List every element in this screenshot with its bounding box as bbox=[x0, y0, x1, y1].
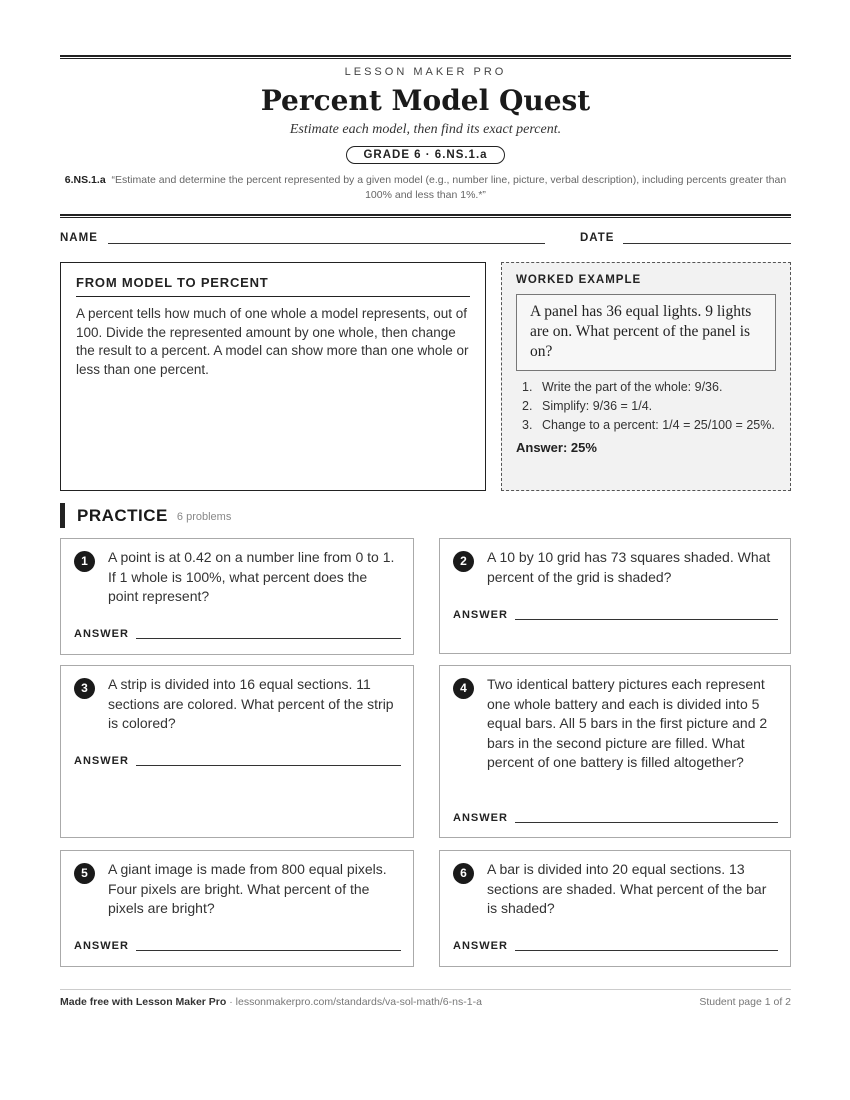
answer-row bbox=[74, 628, 401, 640]
problem-number-badge: 1 bbox=[74, 551, 95, 572]
answer-row bbox=[453, 940, 778, 952]
answer-row bbox=[453, 812, 778, 824]
answer-label: ANSWER bbox=[453, 812, 508, 824]
grade-standard-badge: GRADE 6 · 6.NS.1.a bbox=[346, 146, 504, 164]
step-text: Write the part of the whole: 9/36. bbox=[542, 380, 723, 394]
step-number: 3. bbox=[522, 418, 533, 432]
step-number: 2. bbox=[522, 399, 533, 413]
answer-field[interactable] bbox=[136, 950, 401, 951]
brand-name: LESSON MAKER PRO bbox=[344, 66, 507, 78]
step-item bbox=[516, 379, 776, 396]
problem-card-6 bbox=[439, 850, 791, 967]
worked-example-heading: WORKED EXAMPLE bbox=[516, 274, 642, 286]
standard-code: 6.NS.1.a bbox=[64, 174, 106, 186]
page-subtitle: Estimate each model, then find its exact percent. bbox=[289, 122, 562, 137]
intro-body: A percent tells how much of one whole a model represents, out of 100. Divide the represented amount by one whole, then change the result to a percent. A model can show more than one whole or less than one percent. bbox=[76, 306, 469, 377]
header-bottom-rule bbox=[60, 214, 791, 218]
standard-text: “Estimate and determine the percent represented by a given model (e.g., number line, picture, verbal description), including percents greater than 100% and less than 1%.*” bbox=[111, 174, 787, 201]
date-field[interactable] bbox=[623, 243, 791, 244]
worked-example-steps bbox=[516, 379, 776, 434]
answer-label: ANSWER bbox=[453, 609, 508, 621]
practice-accent-bar bbox=[60, 503, 65, 528]
answer-field[interactable] bbox=[136, 638, 401, 639]
problem-card-5 bbox=[60, 850, 414, 967]
footer-made-with: Made free with Lesson Maker Pro bbox=[60, 996, 227, 1008]
standard-description bbox=[60, 173, 791, 203]
answer-field[interactable] bbox=[515, 822, 778, 823]
problem-text: A strip is divided into 16 equal sections. 11 sections are colored. What percent of the strip is colored? bbox=[108, 676, 394, 731]
footer-page-number: Student page 1 of 2 bbox=[699, 996, 791, 1008]
answer-field[interactable] bbox=[515, 619, 778, 620]
problem-number-badge: 3 bbox=[74, 678, 95, 699]
step-item bbox=[516, 398, 776, 415]
practice-count: 6 problems bbox=[176, 511, 232, 523]
problem-card-4 bbox=[439, 665, 791, 838]
intro-heading: FROM MODEL TO PERCENT bbox=[76, 275, 470, 297]
header-top-rule bbox=[60, 55, 791, 59]
problem-text: Two identical battery pictures each represent one whole battery and each is divided into 5 equal bars. All 5 bars in the first picture and 2 bars in the second picture are filled. What percent of one battery is filled altogether? bbox=[487, 676, 768, 770]
worked-example-answer: Answer: 25% bbox=[516, 440, 597, 455]
problem-text: A point is at 0.42 on a number line from 0 to 1. If 1 whole is 100%, what percent does the point represent? bbox=[108, 549, 395, 604]
problem-card-1 bbox=[60, 538, 414, 655]
footer-rule bbox=[60, 989, 791, 990]
problem-text: A 10 by 10 grid has 73 squares shaded. What percent of the grid is shaded? bbox=[487, 549, 771, 585]
answer-field[interactable] bbox=[136, 765, 401, 766]
answer-row bbox=[74, 940, 401, 952]
problem-number-badge: 5 bbox=[74, 863, 95, 884]
grade-pill-wrap bbox=[60, 145, 791, 164]
name-label: NAME bbox=[60, 232, 98, 244]
step-text: Change to a percent: 1/4 = 25/100 = 25%. bbox=[542, 418, 775, 432]
name-field[interactable] bbox=[108, 243, 545, 244]
answer-label: ANSWER bbox=[453, 940, 508, 952]
name-date-row bbox=[60, 231, 791, 247]
answer-row bbox=[74, 755, 401, 767]
step-text: Simplify: 9/36 = 1/4. bbox=[542, 399, 653, 413]
problem-card-2 bbox=[439, 538, 791, 654]
date-label: DATE bbox=[580, 232, 615, 244]
step-item bbox=[516, 417, 776, 434]
practice-header bbox=[60, 503, 231, 528]
answer-label: ANSWER bbox=[74, 755, 129, 767]
answer-row bbox=[453, 609, 778, 621]
problem-text: A giant image is made from 800 equal pixels. Four pixels are bright. What percent of the pixels are bright? bbox=[108, 861, 387, 916]
problem-number-badge: 6 bbox=[453, 863, 474, 884]
intro-box bbox=[60, 262, 486, 491]
step-number: 1. bbox=[522, 380, 533, 394]
problem-text: A bar is divided into 20 equal sections. 13 sections are shaded. What percent of the bar is shaded? bbox=[487, 861, 767, 916]
problem-card-3 bbox=[60, 665, 414, 838]
page-title: Percent Model Quest bbox=[260, 84, 591, 117]
answer-field[interactable] bbox=[515, 950, 778, 951]
answer-label: ANSWER bbox=[74, 628, 129, 640]
problem-number-badge: 4 bbox=[453, 678, 474, 699]
footer-url[interactable]: · lessonmakerpro.com/standards/va-sol-math/6-ns-1-a bbox=[226, 996, 482, 1008]
practice-title: PRACTICE bbox=[77, 505, 168, 525]
worked-example-question: A panel has 36 equal lights. 9 lights are on. What percent of the panel is on? bbox=[516, 294, 776, 371]
answer-label: ANSWER bbox=[74, 940, 129, 952]
worked-example-box bbox=[501, 262, 791, 491]
problem-number-badge: 2 bbox=[453, 551, 474, 572]
footer-credit bbox=[60, 996, 482, 1008]
